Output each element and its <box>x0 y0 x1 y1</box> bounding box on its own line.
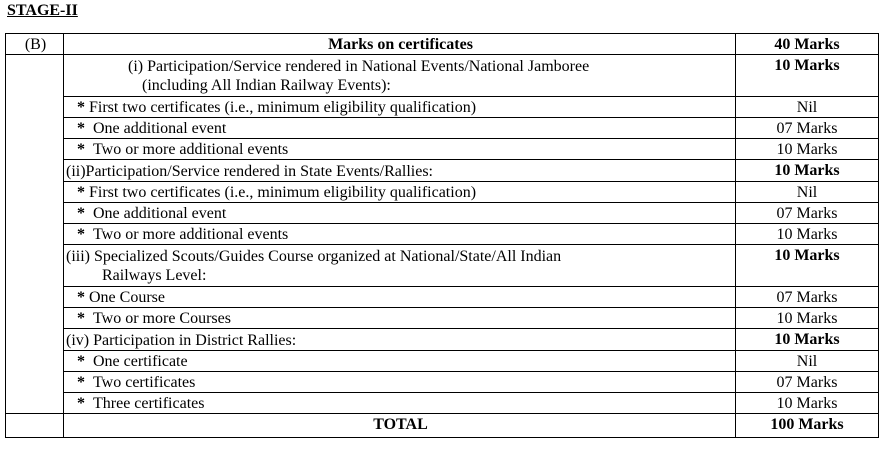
section-title <box>64 160 736 182</box>
section-title <box>64 55 736 97</box>
item-row <box>6 118 879 139</box>
item-row <box>6 224 879 245</box>
marks-table <box>5 33 879 438</box>
item-row <box>6 351 879 372</box>
bullet-star-icon: * <box>77 353 85 370</box>
bullet-star-icon: * <box>77 310 85 327</box>
section-title <box>64 329 736 351</box>
section-row <box>6 329 879 351</box>
item-marks: 07 Marks <box>736 118 879 139</box>
total-label: TOTAL <box>64 414 736 438</box>
item-marks: Nil <box>736 351 879 372</box>
item-text: One certificate <box>93 353 188 370</box>
section-marks: 10 Marks <box>736 329 879 351</box>
item-label <box>64 203 736 224</box>
item-label <box>64 139 736 160</box>
item-marks: 10 Marks <box>736 393 879 414</box>
item-row <box>6 139 879 160</box>
item-row <box>6 393 879 414</box>
total-blank-cell <box>6 414 64 438</box>
item-row <box>6 203 879 224</box>
item-label <box>64 224 736 245</box>
section-title <box>64 245 736 287</box>
item-label <box>64 351 736 372</box>
heading-marks: 40 Marks <box>736 34 879 55</box>
bullet-star-icon: * <box>77 374 85 391</box>
section-marks: 10 Marks <box>736 160 879 182</box>
item-text: One Course <box>89 289 165 306</box>
bullet-star-icon: * <box>77 141 85 158</box>
item-text: Two certificates <box>93 374 196 391</box>
item-marks: 10 Marks <box>736 139 879 160</box>
section-marks: 10 Marks <box>736 55 879 97</box>
item-text: Two or more additional events <box>93 226 289 243</box>
item-marks: 07 Marks <box>736 203 879 224</box>
section-title-line: (iii) Specialized Scouts/Guides Course organized at National/State/All Indian <box>66 248 562 265</box>
bullet-star-icon: * <box>77 99 85 116</box>
section-title-line: (including All Indian Railway Events): <box>142 77 391 94</box>
section-title-line: (i) Participation/Service rendered in National Events/National Jamboree <box>128 58 590 75</box>
section-row <box>6 55 879 97</box>
bullet-star-icon: * <box>77 289 85 306</box>
section-title-line: (ii)Participation/Service rendered in State Events/Rallies: <box>66 163 433 180</box>
total-marks: 100 Marks <box>736 414 879 438</box>
item-label <box>64 308 736 329</box>
item-label <box>64 118 736 139</box>
section-title-line: Railways Level: <box>102 267 207 284</box>
section-marks: 10 Marks <box>736 245 879 287</box>
item-label <box>64 287 736 308</box>
item-row <box>6 308 879 329</box>
stage-title: STAGE-II <box>7 2 78 19</box>
table-header-row <box>6 34 879 55</box>
item-text: Two or more additional events <box>93 141 289 158</box>
item-text: First two certificates (i.e., minimum eligibility qualification) <box>89 99 477 116</box>
section-title-line: (iv) Participation in District Rallies: <box>66 332 297 349</box>
item-text: Three certificates <box>93 395 205 412</box>
item-row <box>6 372 879 393</box>
item-label <box>64 182 736 203</box>
item-marks: Nil <box>736 97 879 118</box>
item-marks: 10 Marks <box>736 224 879 245</box>
item-marks: 07 Marks <box>736 287 879 308</box>
bullet-star-icon: * <box>77 205 85 222</box>
item-row <box>6 97 879 118</box>
item-label <box>64 97 736 118</box>
bullet-star-icon: * <box>77 120 85 137</box>
bullet-star-icon: * <box>77 226 85 243</box>
section-row <box>6 160 879 182</box>
item-row <box>6 287 879 308</box>
table-heading: Marks on certificates <box>64 34 736 55</box>
item-label <box>64 372 736 393</box>
item-marks: 10 Marks <box>736 308 879 329</box>
item-text: First two certificates (i.e., minimum eligibility qualification) <box>89 184 477 201</box>
item-row <box>6 182 879 203</box>
item-marks: 07 Marks <box>736 372 879 393</box>
section-row <box>6 245 879 287</box>
item-marks: Nil <box>736 182 879 203</box>
item-text: One additional event <box>93 205 227 222</box>
item-text: One additional event <box>93 120 227 137</box>
bullet-star-icon: * <box>77 184 85 201</box>
total-row <box>6 414 879 438</box>
item-label <box>64 393 736 414</box>
blank-left-cell <box>6 55 64 414</box>
section-code: (B) <box>6 34 64 55</box>
item-text: Two or more Courses <box>93 310 231 327</box>
bullet-star-icon: * <box>77 395 85 412</box>
